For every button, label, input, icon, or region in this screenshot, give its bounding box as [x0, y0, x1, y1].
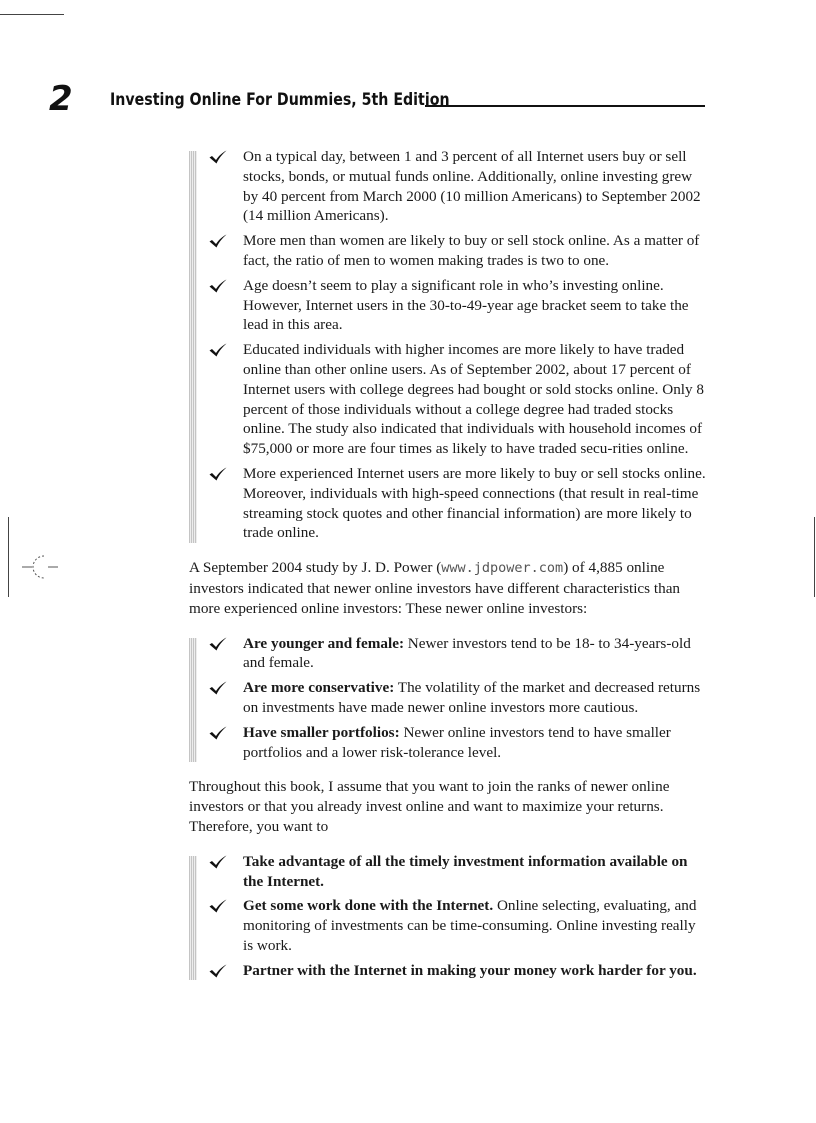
- assumption-paragraph: Throughout this book, I assume that you want to join the ranks of newer online investors or that you already invest online and want to maximize your returns. Therefore, you want to: [189, 778, 670, 835]
- list-item-lead: Get some work done with the Internet.: [243, 897, 494, 915]
- checkmark-icon: [209, 726, 227, 740]
- crop-mark-right: [814, 517, 815, 597]
- list-item-lead: Are more conservative:: [243, 679, 395, 697]
- sidebar-shading-bar: [189, 638, 197, 763]
- checkmark-icon: [209, 855, 227, 869]
- crop-mark-top: [0, 14, 64, 15]
- paragraph-text: ) of 4,885 online investors indicated that newer online investors have different characteristics than more experienced online investors: These newer online investors:: [189, 559, 681, 617]
- newer-investors-list: [189, 634, 709, 763]
- list-item-text: Educated individuals with higher incomes are more likely to have traded online than other online users. As of September 2002, about 17 percent of Internet users with college degrees had bought or sold stocks online. Only 8 percent of those individuals without a college degree had traded stocks online. The study also indicated that individuals with household incomes of $75,000 or more are four times as likely to have traded secu-rities online.: [243, 341, 705, 458]
- list-item: [222, 896, 709, 955]
- page-body: [189, 147, 709, 995]
- list-item: [222, 340, 709, 459]
- book-title: Investing Online For Dummies, 5th Edition: [110, 90, 450, 109]
- list-item: [222, 961, 709, 981]
- checkmark-icon: [209, 467, 227, 481]
- list-item: [222, 852, 709, 892]
- header-rule: [425, 105, 705, 107]
- checkmark-icon: [209, 150, 227, 164]
- checkmark-icon: [209, 279, 227, 293]
- checkmark-icon: [209, 343, 227, 357]
- goals-list: [189, 852, 709, 981]
- online-investing-stats-list: [189, 147, 709, 543]
- list-item: [222, 464, 709, 543]
- list-item-lead: Take advantage of all the timely investment information available on the Internet.: [243, 852, 688, 890]
- checkmark-icon: [209, 234, 227, 248]
- sidebar-shading-bar: [189, 151, 197, 543]
- checkmark-icon: [209, 637, 227, 651]
- list-item-lead: Have smaller portfolios:: [243, 723, 400, 741]
- checkmark-icon: [209, 899, 227, 913]
- list-item: [222, 634, 709, 674]
- list-item: [222, 276, 709, 335]
- sidebar-shading-bar: [189, 856, 197, 981]
- list-item-lead: Are younger and female:: [243, 634, 404, 652]
- list-item: [222, 231, 709, 271]
- list-item-text: Age doesn’t seem to play a significant role in who’s investing online. However, Internet users in the 30-to-49-year age bracket seem to take the lead in this area.: [243, 276, 689, 334]
- list-item-text: Newer investors tend to be 18- to 34-years-old and female.: [243, 634, 691, 672]
- jdpower-study-paragraph: [189, 558, 709, 618]
- list-item-text: More men than women are likely to buy or sell stock online. As a matter of fact, the ratio of men to women making trades is two to one.: [243, 232, 700, 269]
- registration-mark-icon: [22, 552, 68, 582]
- list-item-lead: Partner with the Internet in making your money work harder for you.: [243, 961, 697, 979]
- crop-mark-left: [8, 517, 9, 597]
- list-item-text: Online selecting, evaluating, and monitoring of investments can be time-consuming. Online investing really is work.: [243, 897, 697, 954]
- running-header: [0, 80, 816, 120]
- list-item-text: On a typical day, between 1 and 3 percent of all Internet users buy or sell stocks, bonds, or mutual funds online. Additionally, online investing grew by 40 percent from March 2000 (10 million Americans) to September 2002 (14 million Americans).: [243, 148, 701, 225]
- page-number: 2: [49, 79, 73, 119]
- list-item-text: The volatility of the market and decreased returns on investments have made newer online investors more cautious.: [243, 679, 701, 716]
- list-item: [222, 723, 709, 763]
- checkmark-icon: [209, 681, 227, 695]
- jdpower-url-link[interactable]: www.jdpower.com: [441, 560, 564, 577]
- list-item-text: More experienced Internet users are more likely to buy or sell stocks online. Moreover, individuals with high-speed connections (that result in real-time streaming stock quotes and other financial information) are more likely to trade online.: [243, 464, 706, 542]
- paragraph-text: A September 2004 study by J. D. Power (: [189, 559, 442, 577]
- list-item-text: Newer online investors tend to have smaller portfolios and a lower risk-tolerance level.: [243, 723, 671, 761]
- checkmark-icon: [209, 964, 227, 978]
- list-item: [222, 678, 709, 718]
- list-item: [222, 147, 709, 226]
